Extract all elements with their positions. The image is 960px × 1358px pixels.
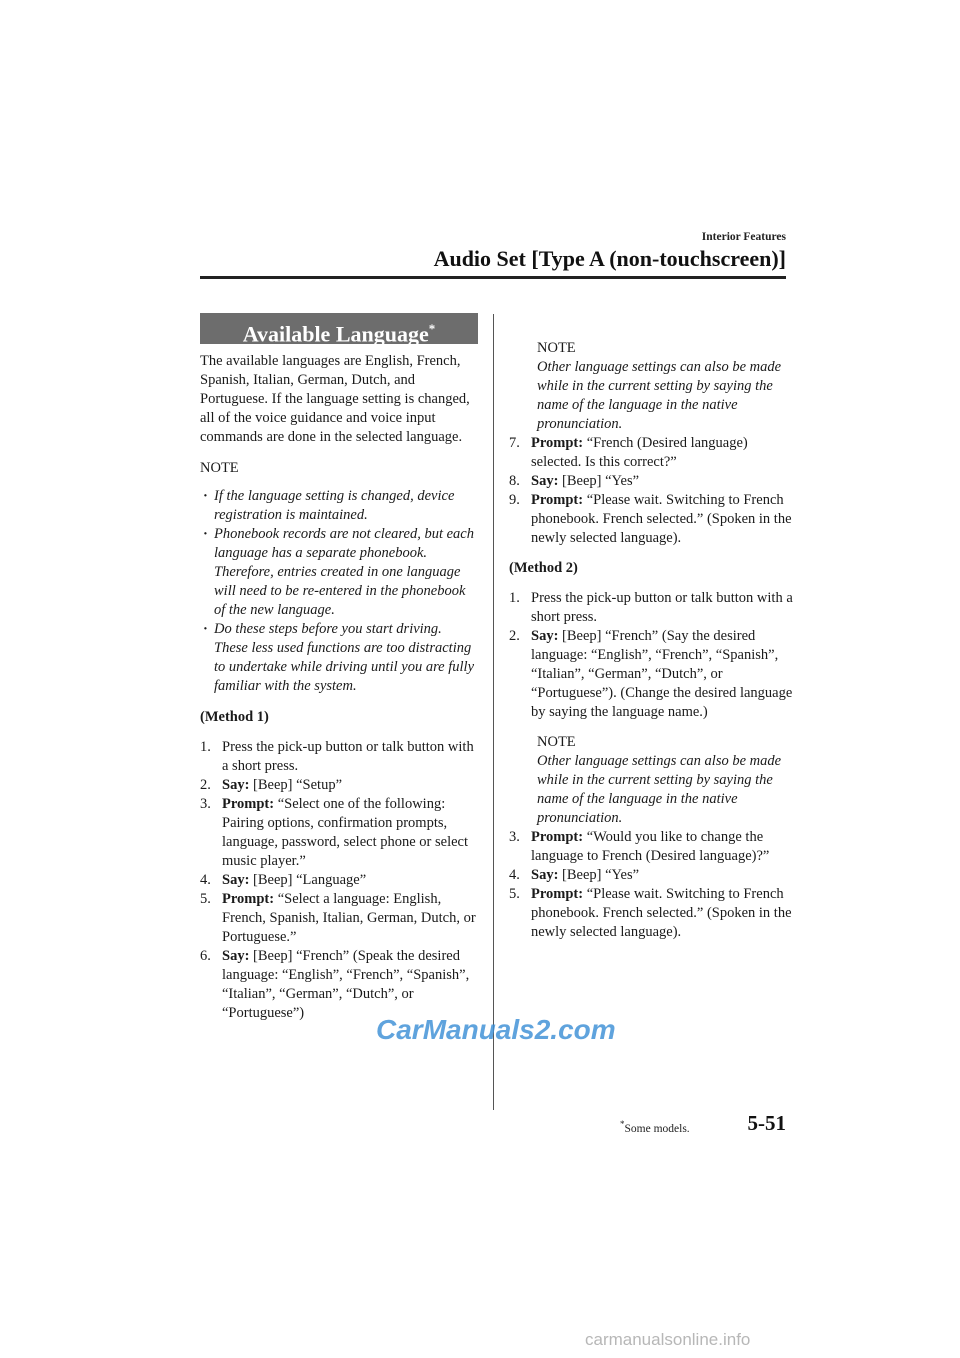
intro-paragraph: The available languages are English, French, Spanish, Italian, German, Dutch, and Portuguese. If the language setting is changed, all of the voice guidance and voice input commands are done in the selected language. [200, 353, 470, 445]
section-title: Available Language [242, 321, 429, 347]
section-banner [200, 313, 478, 347]
step-item: 9. Prompt: “Please wait. Switching to French phonebook. French selected.” (Spoken in the newly selected language). [509, 492, 792, 546]
section-title-mark: * [428, 321, 436, 336]
site-watermark: carmanualsonline.info [585, 1330, 751, 1349]
column-divider [493, 314, 494, 1110]
step-item: 1. Press the pick-up button or talk button with a short press. [509, 590, 793, 625]
method-2-steps [509, 589, 793, 722]
header-section-label: Interior Features [701, 231, 786, 243]
step-item: 5. Prompt: “Please wait. Switching to French phonebook. French selected.” (Spoken in the newly selected language). [509, 886, 792, 940]
footnote: *Some models. [620, 1119, 690, 1135]
note-title: NOTE [537, 734, 576, 750]
step-item: 3. Prompt: “Select one of the following: Pairing options, confirmation prompts, language, password, select phone or select music player.” [200, 796, 469, 869]
header-rule [200, 276, 786, 279]
note-block-2 [509, 733, 793, 828]
method-1-steps [200, 738, 478, 1023]
page-number: 5-51 [747, 1111, 786, 1135]
header-title: Audio Set [Type A (non-touchscreen)] [433, 246, 786, 271]
left-column [200, 313, 478, 1023]
step-item: 2. Say: [Beep] “Setup” [200, 777, 343, 793]
method-1-title: (Method 1) [200, 709, 269, 725]
step-item: 2. Say: [Beep] “French” (Say the desired language: “English”, “French”, “Spanish”, “Italian”, “German”, “Dutch”, or “Portuguese”). (Change the desired language by saying the language name.) [509, 628, 793, 720]
step-item: 5. Prompt: “Select a language: English, French, Spanish, Italian, German, Dutch, or Portuguese.” [200, 891, 476, 945]
right-column [509, 339, 793, 942]
step-item: 7. Prompt: “French (Desired language) selected. Is this correct?” [509, 435, 748, 470]
method-2-title: (Method 2) [509, 560, 578, 576]
step-item: 1. Press the pick-up button or talk button with a short press. [200, 739, 474, 774]
note-title: NOTE [200, 460, 239, 476]
step-item: 3. Prompt: “Would you like to change the language to French (Desired language)?” [509, 829, 770, 864]
note-text: Other language settings can also be made while in the current setting by saying the name of the language in the native pronunciation. [537, 753, 782, 826]
note-item: · Phonebook records are not cleared, but each language has a separate phonebook. Therefore, entries created in one language will need to be re-entered in the phonebook of the new language. [200, 525, 478, 620]
carmanuals-watermark: CarManuals2.com [376, 1014, 616, 1045]
note-item: · If the language setting is changed, device registration is maintained. [200, 487, 478, 525]
note-text: Other language settings can also be made while in the current setting by saying the name of the language in the native pronunciation. [537, 359, 782, 432]
note-list [200, 487, 478, 696]
step-item: 4. Say: [Beep] “Yes” [509, 867, 640, 883]
step-item: 4. Say: [Beep] “Language” [200, 872, 367, 888]
step-item: 6. Say: [Beep] “French” (Speak the desired language: “English”, “French”, “Spanish”, “Italian”, “German”, “Dutch”, or “Portuguese”) [200, 948, 470, 1021]
method-1-steps-continued [509, 434, 793, 548]
note-title: NOTE [537, 340, 576, 356]
method-2-steps-continued [509, 828, 793, 942]
note-item: · Do these steps before you start driving. These less used functions are too distracting to undertake while driving until you are fully familiar with the system. [200, 620, 478, 696]
step-item: 8. Say: [Beep] “Yes” [509, 473, 640, 489]
note-block-1 [509, 339, 793, 434]
